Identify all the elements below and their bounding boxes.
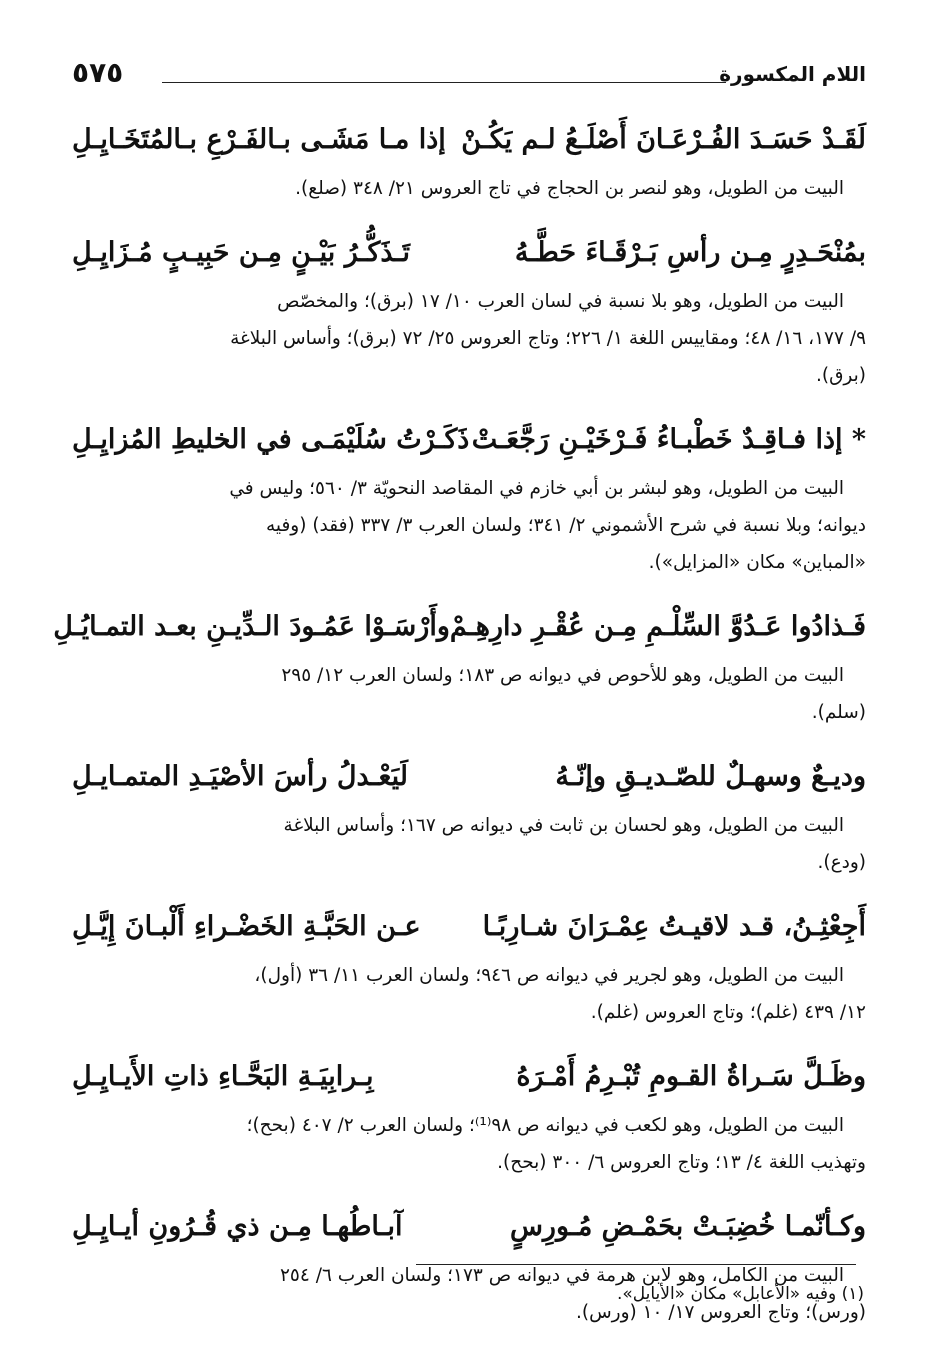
note-line: ٩/ ١٧٧، ١٦/ ٤٨؛ ومقاييس اللغة ١/ ٢٢٦؛ وتاج العروس ٢٥/ ٧٢ (برق)؛ وأساس البلاغة (230, 328, 866, 349)
verse-line (72, 410, 866, 470)
verse-entry (72, 410, 866, 581)
footnote: (١) وفيه «الأعابل» مكان «الأيايل». (616, 1284, 864, 1304)
verse-line (72, 223, 866, 283)
note-line: ١٢/ ٤٣٩ (غلم)؛ وتاج العروس (غلم). (590, 1002, 866, 1023)
first-hemistich: وظَـلَّ سَـراةُ القـومِ تُبْـرِمُ أَمْـرَهُ (516, 1061, 866, 1092)
note-line: البيت من الطويل، وهو لنصر بن الحجاج في تاج العروس ٢١/ ٣٤٨ (صلع). (295, 178, 844, 199)
verse-line (72, 1047, 866, 1107)
note-line: البيت من الطويل، وهو لجرير في ديوانه ص ٩٤٦؛ ولسان العرب ١١/ ٣٦ (أول)، (254, 965, 844, 986)
page-body (53, 110, 866, 1331)
first-hemistich: * إذا فـاقِـدٌ خَطْبـاءُ فَـرْخَيْـنِ رَجَّعَـتْ (471, 424, 866, 455)
note-line: البيت من الطويل، وهو لكعب في ديوانه ص ٩٨⁽¹⁾؛ ولسان العرب ٢/ ٤٠٧ (بحح)؛ (246, 1115, 844, 1136)
first-hemistich: أَجِعْثِـنُ، قـد لاقيـتُ عِمْـرَانَ شـارِبًـا (482, 911, 866, 942)
header-rule (162, 82, 726, 83)
verse-line (72, 897, 866, 957)
note-line: البيت من الطويل، وهو لحسان بن ثابت في ديوانه ص ١٦٧؛ وأساس البلاغة (283, 815, 844, 836)
second-hemistich: عـن الحَبَّـةِ الخَضْـراءِ أَلْبـانَ إِيَّـلِ (72, 911, 421, 942)
note-line: (ورس)؛ وتاج العروس ١٧/ ١٠ (ورس). (575, 1302, 866, 1323)
verse-line (53, 597, 866, 657)
second-hemistich: وأَرْسَـوْا عَمُـودَ الـدِّيـنِ بعـد التمـايُـلِ (53, 611, 450, 642)
verse-note (72, 470, 866, 581)
note-line: (ودع). (817, 852, 866, 873)
verse-note (72, 283, 866, 394)
note-line: (سلم). (811, 702, 866, 723)
verse-note (72, 170, 866, 207)
note-line: «المباين» مكان «المزايل»). (648, 552, 866, 573)
note-line: وتهذيب اللغة ٤/ ١٣؛ وتاج العروس ٦/ ٣٠٠ (بحح). (497, 1152, 866, 1173)
note-line: ديوانه؛ وبلا نسبة في شرح الأشموني ٢/ ٣٤١؛ ولسان العرب ٣/ ٣٣٧ (فقد) (وفيه (265, 515, 866, 536)
verse-note (72, 957, 866, 1031)
footnote-rule (416, 1264, 856, 1265)
first-hemistich: وديـعٌ وسهـلٌ للصّـديـقِ وإنّـهُ (555, 761, 866, 792)
verse-note (72, 807, 866, 881)
verse-line (72, 747, 866, 807)
note-line: (برق). (815, 365, 866, 386)
page-number: ٥٧٥ (72, 56, 124, 89)
verse-entry (72, 223, 866, 394)
verse-entry (72, 897, 866, 1031)
note-line: البيت من الطويل، وهو بلا نسبة في لسان العرب ١٠/ ١٧ (برق)؛ والمخصّص (277, 291, 844, 312)
second-hemistich: ذَكَـرْتُ سُلَيْمَـى في الخليطِ المُزايِـلِ (72, 424, 470, 455)
second-hemistich: بِـرابِيَـةِ البَحَّـاءِ ذاتِ الأَيـايِـلِ (72, 1061, 374, 1092)
verse-line (72, 1197, 866, 1257)
first-hemistich: لَقَـدْ حَسَـدَ الفُـرْعَـانَ أَصْلَـعُ لـم يَكُـنْ (461, 124, 866, 155)
verse-note (72, 657, 866, 731)
verse-entry (72, 1047, 866, 1181)
page-header (72, 56, 866, 94)
chapter-title: اللام المكسورة (719, 62, 866, 86)
second-hemistich: آبـاطُهـا مِـن ذي قُـرُونِ أيـايِـلِ (72, 1211, 403, 1242)
note-line: البيت من الكامل، وهو لابن هرمة في ديوانه ص ١٧٣؛ ولسان العرب ٦/ ٢٥٤ (280, 1265, 844, 1286)
verse-entry (53, 597, 866, 731)
second-hemistich: تَـذَكُّـرُ بَيْـنٍ مِـن حَبِيـبٍ مُـزَايِـلِ (72, 237, 410, 268)
verse-line (72, 110, 866, 170)
verse-note (72, 1107, 866, 1181)
verse-entry (72, 110, 866, 207)
note-line: البيت من الطويل، وهو لبشر بن أبي خازم في المقاصد النحويّة ٣/ ٥٦٠؛ وليس في (229, 478, 844, 499)
verse-entry (72, 747, 866, 881)
first-hemistich: بمُنْحَـدِرٍ مِـن رأسِ بَـرْقَـاءَ حَطَّـهُ (514, 237, 866, 268)
first-hemistich: فَـذادُوا عَـدُوَّ السِّلْـمِ مِـن عُقْـرِ دارِهِـمْ (449, 611, 866, 642)
second-hemistich: إذا مـا مَشَـى بـالفَـرْعِ بـالمُتَخَـايِـلِ (72, 124, 446, 155)
note-line: البيت من الطويل، وهو للأحوص في ديوانه ص ١٨٣؛ ولسان العرب ١٢/ ٢٩٥ (281, 665, 844, 686)
first-hemistich: وكـأنّمـا خُضِبَـتْ بحَمْـضِ مُـورِسٍ (509, 1211, 866, 1242)
second-hemistich: لَيَعْـدلُ رأسَ الأصْيَـدِ المتمـايـلِ (72, 761, 408, 792)
